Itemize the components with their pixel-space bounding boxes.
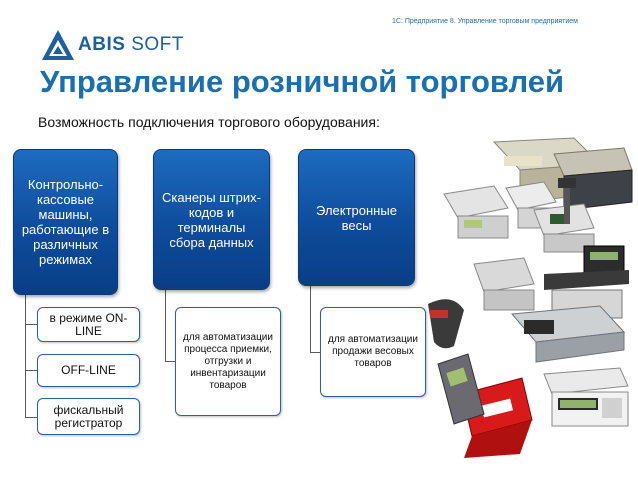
online-mode-label: в режиме ON-LINE [49,310,128,338]
connector-line [25,295,26,418]
scales-description: для автоматизации продажи весовых товаров [328,334,418,369]
connector-line [165,290,166,362]
logo-mark-icon [40,28,76,64]
fiscal-registrar-label: фискальный регистратор [53,402,124,430]
connector-line [165,361,175,362]
scanners-heading: Сканеры штрих-кодов и терминалы сбора данных [162,189,261,250]
connector-line [25,417,37,418]
cash-register-box [13,149,118,295]
scales-box [298,149,415,286]
online-mode-box [37,307,140,342]
scales-heading: Электронные весы [316,202,397,233]
offline-mode-box [37,354,140,387]
connector-line [25,370,37,371]
page-subtitle: Возможность подключения торгового оборудования: [38,114,380,130]
logo-bold-text: ABIS [78,34,126,55]
page-title: Управление розничной торговлей [40,64,565,99]
connector-line [310,286,311,353]
cash-register-heading: Контрольно-кассовые машины, работающие в различных режимах [21,177,110,267]
abis-soft-logo [40,24,190,66]
scanners-description-box [175,307,281,416]
connector-line [25,324,37,325]
offline-mode-label: OFF-LINE [61,363,116,377]
header-caption: 1С: Предприятие 8. Управление торговым предприятием [392,18,578,25]
retail-equipment-illustration [424,124,634,464]
logo-light-text: SOFT [131,34,184,55]
scanners-box [153,149,270,290]
scales-description-box [320,307,426,397]
fiscal-registrar-box [37,398,140,435]
scanners-description: для автоматизации процесса приемки, отгрузки и инвентаризации товаров [183,331,273,391]
connector-line [310,352,320,353]
